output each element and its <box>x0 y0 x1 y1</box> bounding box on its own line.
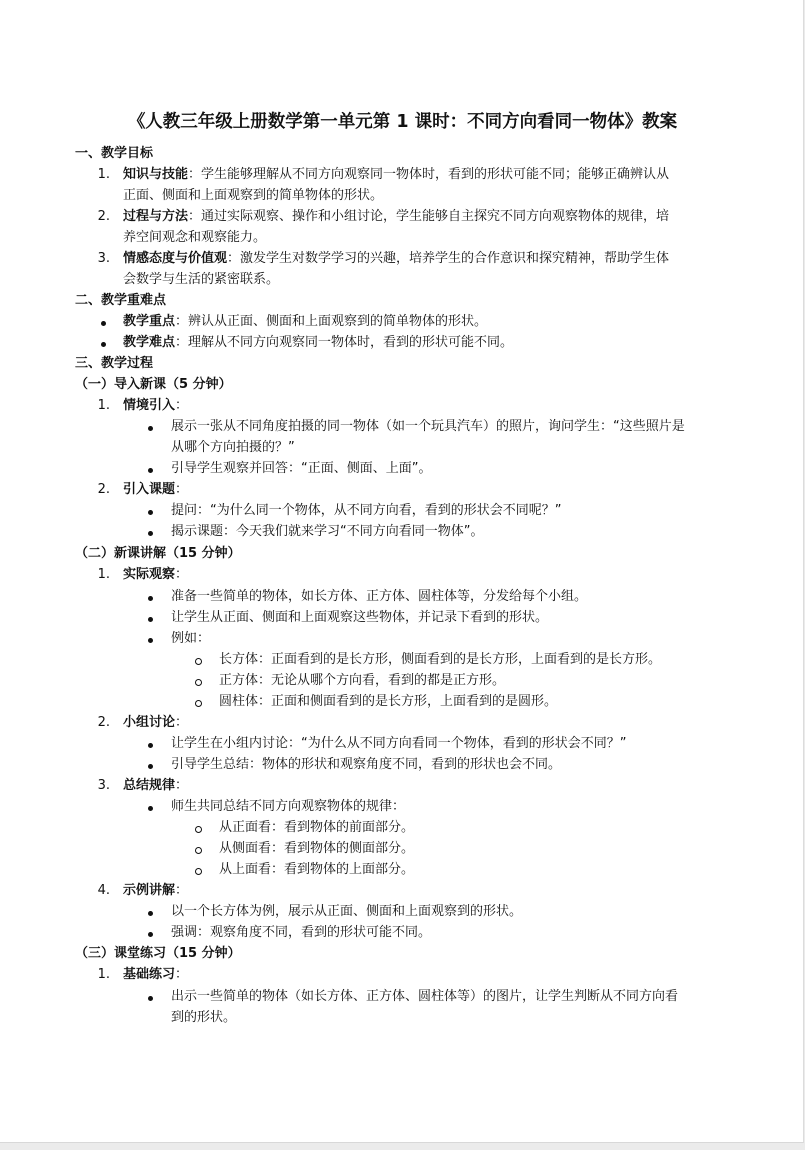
bullet-text: 以一个长方体为例，展示从正面、侧面和上面观察到的形状。 <box>171 904 523 919</box>
list-number: 1. <box>97 967 110 982</box>
sub-bullet-text: 长方体：正面看到的是长方形，侧面看到的是长方形，上面看到的是长方形。 <box>219 652 662 667</box>
bullet-dot <box>148 743 153 748</box>
bullet-text: 出示一些简单的物体（如长方体、正方体、圆柱体等）的图片，让学生判断从不同方向看 <box>171 989 679 1004</box>
objective-item-1-cont: 正面、侧面和上面观察到的简单物体的形状。 <box>123 188 384 203</box>
step-label: 引入课题： <box>123 482 189 497</box>
objective-item-2-cont: 养空间观念和观察能力。 <box>123 230 267 245</box>
bullet-dot <box>148 638 153 643</box>
sub-bullet-text: 从正面看：看到物体的前面部分。 <box>219 820 415 835</box>
bullet-dot <box>148 531 153 536</box>
sub-bullet-circle <box>195 700 202 707</box>
bullet-text: 准备一些简单的物体，如长方体、正方体、圆柱体等，分发给每个小组。 <box>171 589 588 604</box>
sub-bullet-circle <box>195 826 202 833</box>
sub-bullet-circle <box>195 679 202 686</box>
bullet-dot <box>148 596 153 601</box>
bullet-dot <box>148 806 153 811</box>
section-heading-key-points: 二、教学重难点 <box>75 293 167 308</box>
list-number: 4. <box>97 883 110 898</box>
bullet-text-cont: 到的形状。 <box>171 1010 237 1025</box>
bullet-text: 师生共同总结不同方向观察物体的规律： <box>171 799 406 814</box>
bullet-text: 引导学生总结：物体的形状和观察角度不同，看到的形状也会不同。 <box>171 757 562 772</box>
bullet-dot <box>148 764 153 769</box>
bullet-dot <box>148 996 153 1001</box>
list-number: 2. <box>97 482 110 497</box>
sub-bullet-circle <box>195 847 202 854</box>
list-number: 1. <box>97 167 110 182</box>
document-title: 《人教三年级上册数学第一单元第 1 课时：不同方向看同一物体》教案 <box>127 112 678 132</box>
step-label: 总结规律： <box>123 778 189 793</box>
bullet-text: 揭示课题：今天我们就来学习“不同方向看同一物体”。 <box>171 524 484 539</box>
objective-item-2: 过程与方法：通过实际观察、操作和小组讨论，学生能够自主探究不同方向观察物体的规律，培 <box>123 209 670 224</box>
step-label: 小组讨论： <box>123 715 189 730</box>
bullet-text: 展示一张从不同角度拍摄的同一物体（如一个玩具汽车）的照片，询问学生：“这些照片是 <box>171 419 685 434</box>
sub-bullet-text: 圆柱体：正面和侧面看到的是长方形，上面看到的是圆形。 <box>219 694 558 709</box>
objective-item-3: 情感态度与价值观：激发学生对数学学习的兴趣，培养学生的合作意识和探究精神，帮助学生体 <box>123 251 670 266</box>
bullet-text: 例如： <box>171 631 211 646</box>
part-heading-new-lesson: （二）新课讲解（15 分钟） <box>75 546 241 561</box>
bullet-dot <box>101 321 106 326</box>
bullet-text: 强调：观察角度不同，看到的形状可能不同。 <box>171 925 432 940</box>
bullet-dot <box>148 426 153 431</box>
list-number: 2. <box>97 209 110 224</box>
list-number: 1. <box>97 567 110 582</box>
sub-bullet-text: 正方体：无论从哪个方向看，看到的都是正方形。 <box>219 673 506 688</box>
bullet-dot <box>148 911 153 916</box>
difficulty-item: 教学难点：理解从不同方向观察同一物体时，看到的形状可能不同。 <box>123 335 514 350</box>
bullet-dot <box>101 342 106 347</box>
bullet-dot <box>148 617 153 622</box>
key-point-item: 教学重点：辨认从正面、侧面和上面观察到的简单物体的形状。 <box>123 314 488 329</box>
step-label: 实际观察： <box>123 567 189 582</box>
bullet-text: 引导学生观察并回答：“正面、侧面、上面”。 <box>171 461 432 476</box>
part-heading-practice: （三）课堂练习（15 分钟） <box>75 946 241 961</box>
sub-bullet-circle <box>195 658 202 665</box>
bullet-text: 让学生从正面、侧面和上面观察这些物体，并记录下看到的形状。 <box>171 610 549 625</box>
sub-bullet-circle <box>195 868 202 875</box>
section-heading-objectives: 一、教学目标 <box>75 146 154 161</box>
list-number: 3. <box>97 778 110 793</box>
bullet-text: 让学生在小组内讨论：“为什么从不同方向看同一个物体，看到的形状会不同？” <box>171 736 627 751</box>
bullet-dot <box>148 510 153 515</box>
bullet-text: 提问：“为什么同一个物体，从不同方向看，看到的形状会不同呢？” <box>171 503 562 518</box>
sub-bullet-text: 从侧面看：看到物体的侧面部分。 <box>219 841 415 856</box>
step-label: 情境引入： <box>123 398 189 413</box>
bullet-text-cont: 从哪个方向拍摄的？” <box>171 440 295 455</box>
objective-item-1: 知识与技能：学生能够理解从不同方向观察同一物体时，看到的形状可能不同；能够正确辨认从 <box>123 167 670 182</box>
list-number: 2. <box>97 715 110 730</box>
step-label: 基础练习： <box>123 967 189 982</box>
list-number: 3. <box>97 251 110 266</box>
objective-item-3-cont: 会数学与生活的紧密联系。 <box>123 272 280 287</box>
bullet-dot <box>148 932 153 937</box>
part-heading-intro: （一）导入新课（5 分钟） <box>75 377 232 392</box>
list-number: 1. <box>97 398 110 413</box>
step-label: 示例讲解： <box>123 883 189 898</box>
section-heading-process: 三、教学过程 <box>75 356 154 371</box>
sub-bullet-text: 从上面看：看到物体的上面部分。 <box>219 862 415 877</box>
bullet-dot <box>148 468 153 473</box>
